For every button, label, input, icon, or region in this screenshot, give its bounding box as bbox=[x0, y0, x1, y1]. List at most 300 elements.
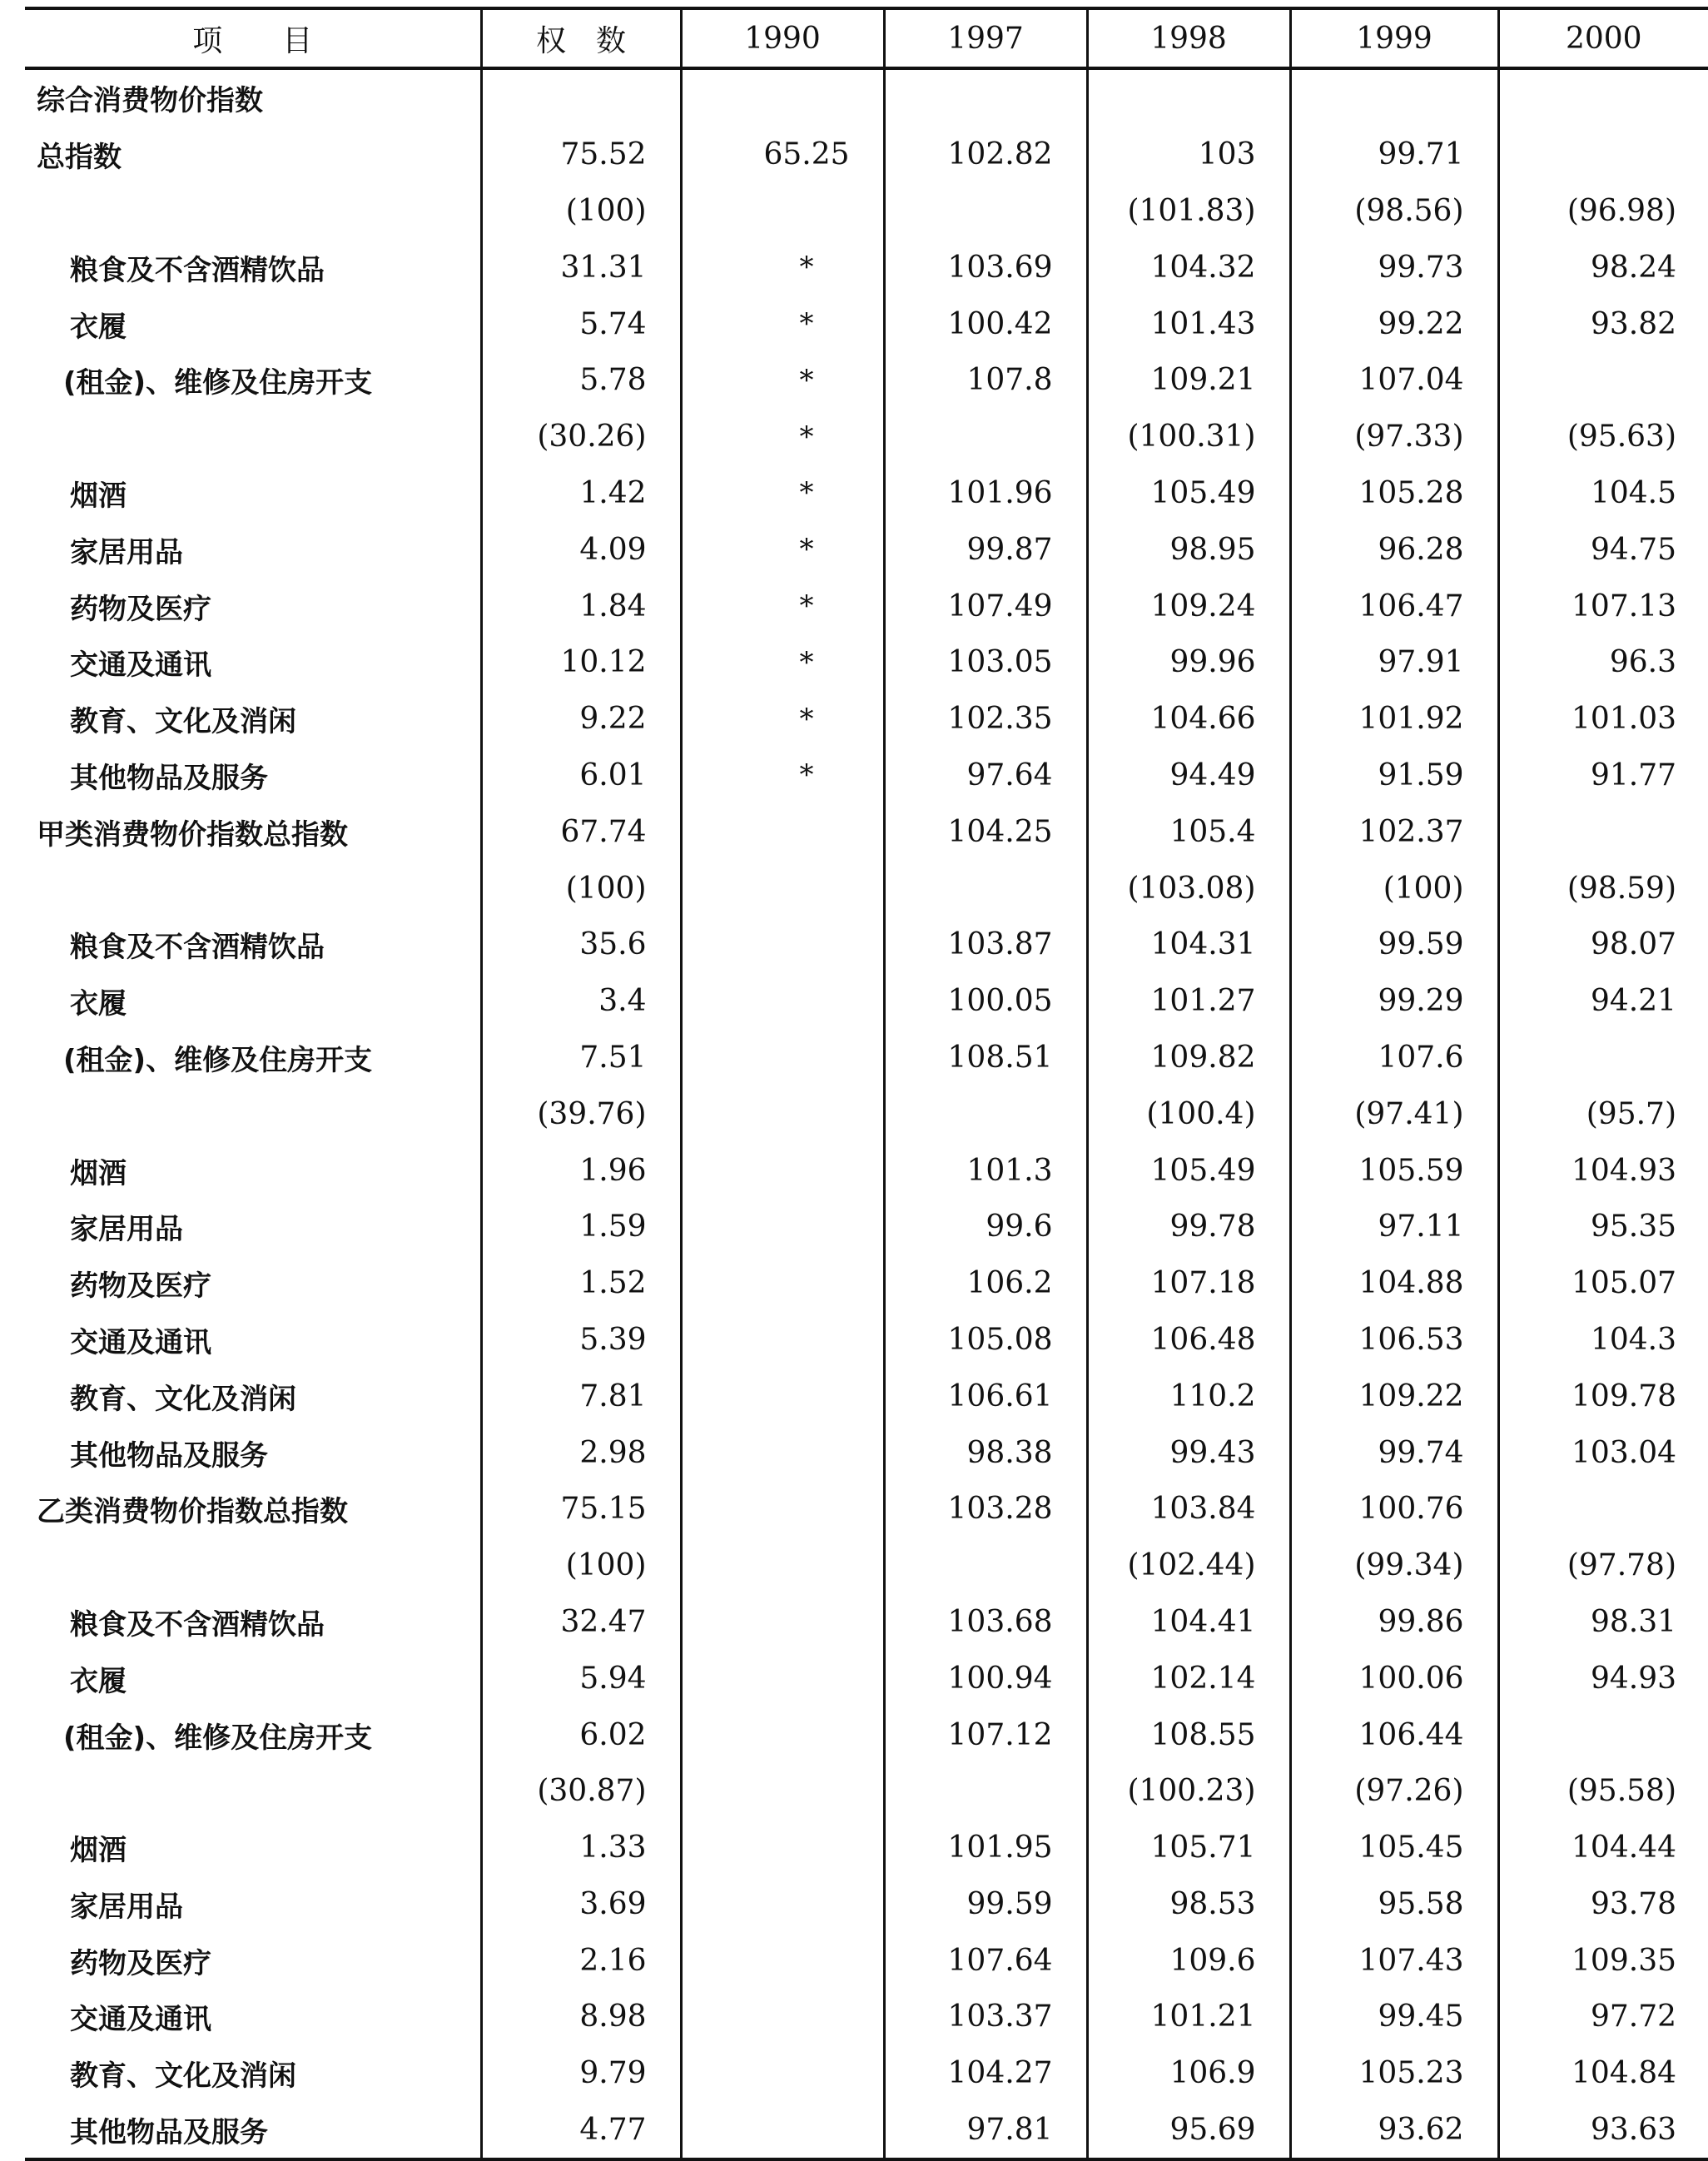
weight-cell: 1.96 bbox=[481, 1142, 681, 1199]
weight-cell: (30.26) bbox=[481, 409, 681, 465]
weight-cell: 8.98 bbox=[481, 1989, 681, 2045]
y1998-cell: 106.48 bbox=[1087, 1312, 1290, 1369]
header-weight: 权 数 bbox=[481, 8, 681, 68]
item-cell: 交通及通讯 bbox=[25, 1989, 481, 2045]
y1998-cell: (103.08) bbox=[1087, 860, 1290, 917]
table-row bbox=[25, 1763, 1708, 1820]
y1997-cell bbox=[884, 1085, 1087, 1142]
y2000-cell: (95.63) bbox=[1566, 420, 1676, 455]
y2000-cell: 103.04 bbox=[1571, 1435, 1676, 1470]
table-row bbox=[25, 521, 1708, 578]
y1999-cell: 99.59 bbox=[1290, 917, 1498, 973]
y1997-cell: 102.82 bbox=[884, 127, 1087, 183]
y2000-cell: 97.72 bbox=[1590, 2000, 1676, 2034]
item-cell: 衣履 bbox=[25, 296, 481, 352]
y1990-cell bbox=[681, 1820, 884, 1876]
y1998-cell: 105.49 bbox=[1087, 465, 1290, 522]
header-row bbox=[25, 8, 1708, 68]
item-cell: 家居用品 bbox=[25, 1876, 481, 1933]
y2000-cell bbox=[1498, 1030, 1708, 1086]
y1997-cell: 101.95 bbox=[884, 1820, 1087, 1876]
table-row bbox=[25, 1424, 1708, 1481]
table-row bbox=[25, 465, 1708, 522]
y2000-cell bbox=[1498, 1706, 1708, 1763]
item-cell: 粮食及不含酒精饮品 bbox=[25, 239, 481, 296]
item-cell bbox=[25, 860, 481, 917]
item-cell: 其他物品及服务 bbox=[25, 748, 481, 804]
y1998-cell: (100.31) bbox=[1087, 409, 1290, 465]
weight-cell: 5.74 bbox=[481, 296, 681, 352]
y1999-cell: (99.34) bbox=[1290, 1538, 1498, 1594]
y1998-cell: (101.83) bbox=[1087, 183, 1290, 240]
table-row bbox=[25, 691, 1708, 748]
y2000-cell bbox=[1498, 127, 1708, 183]
y1990-cell bbox=[681, 973, 884, 1030]
table-row bbox=[25, 409, 1708, 465]
y1998-cell: 103 bbox=[1087, 127, 1290, 183]
weight-cell: (100) bbox=[481, 860, 681, 917]
y1990-cell: 65.25 bbox=[681, 127, 884, 183]
y1997-cell bbox=[884, 183, 1087, 240]
header-year-1999: 1999 bbox=[1290, 8, 1498, 68]
y1999-cell: 107.6 bbox=[1290, 1030, 1498, 1086]
weight-cell: 6.01 bbox=[481, 748, 681, 804]
table-row bbox=[25, 1255, 1708, 1312]
item-cell: 综合消费物价指数 bbox=[25, 68, 481, 127]
weight-cell: 7.81 bbox=[481, 1368, 681, 1424]
y1999-cell: 107.04 bbox=[1290, 352, 1498, 409]
weight-cell: 1.33 bbox=[481, 1820, 681, 1876]
y1999-cell: 99.29 bbox=[1290, 973, 1498, 1030]
y1990-cell bbox=[681, 1199, 884, 1255]
y1999-cell: 100.06 bbox=[1290, 1650, 1498, 1706]
y1997-cell: 97.81 bbox=[884, 2102, 1087, 2160]
y1998-cell: 105.49 bbox=[1087, 1142, 1290, 1199]
cpi-table bbox=[25, 7, 1708, 2161]
y2000-cell: 98.24 bbox=[1590, 250, 1676, 285]
item-cell: 交通及通讯 bbox=[25, 634, 481, 691]
y1999-cell: 106.53 bbox=[1290, 1312, 1498, 1369]
y1990-cell: * bbox=[681, 409, 884, 465]
weight-cell: 9.22 bbox=[481, 691, 681, 748]
header-year-1990: 1990 bbox=[681, 8, 884, 68]
weight-cell: 9.79 bbox=[481, 2045, 681, 2102]
y1998-cell: 109.82 bbox=[1087, 1030, 1290, 1086]
y1998-cell: 105.4 bbox=[1087, 803, 1290, 860]
table-row bbox=[25, 860, 1708, 917]
y1990-cell bbox=[681, 1763, 884, 1820]
y2000-cell: 104.5 bbox=[1590, 475, 1676, 510]
y2000-cell: 104.93 bbox=[1571, 1153, 1676, 1188]
y1997-cell: 103.28 bbox=[884, 1481, 1087, 1538]
y1999-cell: 109.22 bbox=[1290, 1368, 1498, 1424]
y1990-cell: * bbox=[681, 691, 884, 748]
y1998-cell: 102.14 bbox=[1087, 1650, 1290, 1706]
y1997-cell: 106.61 bbox=[884, 1368, 1087, 1424]
y1999-cell: (97.26) bbox=[1290, 1763, 1498, 1820]
item-cell: 交通及通讯 bbox=[25, 1312, 481, 1369]
table-row bbox=[25, 1312, 1708, 1369]
y1998-cell: 103.84 bbox=[1087, 1481, 1290, 1538]
weight-cell: 2.98 bbox=[481, 1424, 681, 1481]
y1997-cell: 104.27 bbox=[884, 2045, 1087, 2102]
y1990-cell bbox=[681, 803, 884, 860]
table-row bbox=[25, 1820, 1708, 1876]
table-row bbox=[25, 803, 1708, 860]
y1997-cell: 101.96 bbox=[884, 465, 1087, 522]
table-row bbox=[25, 1650, 1708, 1706]
y1997-cell: 103.05 bbox=[884, 634, 1087, 691]
y1999-cell: 97.91 bbox=[1290, 634, 1498, 691]
y1999-cell: 91.59 bbox=[1290, 748, 1498, 804]
y1998-cell: 101.27 bbox=[1087, 973, 1290, 1030]
y1999-cell: 106.44 bbox=[1290, 1706, 1498, 1763]
y1998-cell: 98.95 bbox=[1087, 521, 1290, 578]
y1998-cell: 104.32 bbox=[1087, 239, 1290, 296]
item-cell: 衣履 bbox=[25, 973, 481, 1030]
table-row bbox=[25, 1030, 1708, 1086]
y1999-cell: 104.88 bbox=[1290, 1255, 1498, 1312]
item-cell: 家居用品 bbox=[25, 1199, 481, 1255]
weight-cell: 1.52 bbox=[481, 1255, 681, 1312]
y1990-cell: * bbox=[681, 239, 884, 296]
item-cell bbox=[25, 1085, 481, 1142]
table-row bbox=[25, 917, 1708, 973]
weight-cell: 31.31 bbox=[481, 239, 681, 296]
table-row bbox=[25, 1706, 1708, 1763]
y1990-cell: * bbox=[681, 521, 884, 578]
y1997-cell: 97.64 bbox=[884, 748, 1087, 804]
y2000-cell: (96.98) bbox=[1566, 193, 1676, 228]
y1990-cell bbox=[681, 1932, 884, 1989]
item-cell bbox=[25, 183, 481, 240]
weight-cell: 10.12 bbox=[481, 634, 681, 691]
table-row bbox=[25, 1932, 1708, 1989]
y1998-cell: 109.6 bbox=[1087, 1932, 1290, 1989]
table-row bbox=[25, 296, 1708, 352]
table-row bbox=[25, 973, 1708, 1030]
weight-cell: 75.15 bbox=[481, 1481, 681, 1538]
table-row bbox=[25, 1142, 1708, 1199]
y2000-cell: 101.03 bbox=[1571, 702, 1676, 737]
y2000-cell: (97.78) bbox=[1566, 1548, 1676, 1583]
y1998-cell: 98.53 bbox=[1087, 1876, 1290, 1933]
y1998-cell: (102.44) bbox=[1087, 1538, 1290, 1594]
item-cell: 粮食及不含酒精饮品 bbox=[25, 1594, 481, 1651]
y1990-cell bbox=[681, 1085, 884, 1142]
y1990-cell bbox=[681, 1650, 884, 1706]
y1997-cell: 99.59 bbox=[884, 1876, 1087, 1933]
y1999-cell: 97.11 bbox=[1290, 1199, 1498, 1255]
y1997-cell: 105.08 bbox=[884, 1312, 1087, 1369]
y1999-cell: 101.92 bbox=[1290, 691, 1498, 748]
weight-cell: 2.16 bbox=[481, 1932, 681, 1989]
y1990-cell bbox=[681, 1312, 884, 1369]
y1997-cell: 103.37 bbox=[884, 1989, 1087, 2045]
table-row bbox=[25, 1538, 1708, 1594]
table-row bbox=[25, 1481, 1708, 1538]
item-cell: 教育、文化及消闲 bbox=[25, 691, 481, 748]
y1998-cell: 104.66 bbox=[1087, 691, 1290, 748]
y1999-cell: 105.45 bbox=[1290, 1820, 1498, 1876]
weight-cell: 3.69 bbox=[481, 1876, 681, 1933]
item-cell: 药物及医疗 bbox=[25, 1932, 481, 1989]
y1997-cell bbox=[884, 68, 1087, 127]
y2000-cell: 93.63 bbox=[1498, 2102, 1708, 2160]
y1997-cell: 100.05 bbox=[884, 973, 1087, 1030]
y1997-cell: 99.6 bbox=[884, 1199, 1087, 1255]
y1999-cell: (97.33) bbox=[1290, 409, 1498, 465]
y1990-cell bbox=[681, 1255, 884, 1312]
weight-cell: 4.09 bbox=[481, 521, 681, 578]
y2000-cell bbox=[1498, 1481, 1708, 1538]
y2000-cell: 94.21 bbox=[1590, 984, 1676, 1019]
table-row bbox=[25, 2102, 1708, 2160]
y1999-cell: 105.28 bbox=[1290, 465, 1498, 522]
y1997-cell: 108.51 bbox=[884, 1030, 1087, 1086]
y1990-cell: * bbox=[681, 465, 884, 522]
y1998-cell: 104.41 bbox=[1087, 1594, 1290, 1651]
y1998-cell: 94.49 bbox=[1087, 748, 1290, 804]
y1999-cell: 100.76 bbox=[1290, 1481, 1498, 1538]
y2000-cell: (95.58) bbox=[1566, 1774, 1676, 1809]
y1998-cell: 101.43 bbox=[1087, 296, 1290, 352]
item-cell: (租金)、维修及住房开支 bbox=[25, 352, 481, 409]
item-cell: 乙类消费物价指数总指数 bbox=[25, 1481, 481, 1538]
y2000-cell: 94.93 bbox=[1590, 1661, 1676, 1696]
header-item: 项 目 bbox=[25, 8, 481, 68]
y2000-cell bbox=[1498, 352, 1708, 409]
y2000-cell: 98.31 bbox=[1590, 1604, 1676, 1639]
y1998-cell: 109.21 bbox=[1087, 352, 1290, 409]
y2000-cell: 109.78 bbox=[1571, 1379, 1676, 1413]
y2000-cell: 107.13 bbox=[1571, 589, 1676, 623]
y1999-cell: 95.58 bbox=[1290, 1876, 1498, 1933]
item-cell bbox=[25, 1538, 481, 1594]
y2000-cell: 93.78 bbox=[1590, 1886, 1676, 1921]
weight-cell: 5.94 bbox=[481, 1650, 681, 1706]
weight-cell: (100) bbox=[481, 1538, 681, 1594]
header-year-1997: 1997 bbox=[884, 8, 1087, 68]
y1998-cell: (100.23) bbox=[1087, 1763, 1290, 1820]
y2000-cell: 93.82 bbox=[1590, 306, 1676, 341]
table-row bbox=[25, 1594, 1708, 1651]
weight-cell: 5.39 bbox=[481, 1312, 681, 1369]
weight-cell: 1.84 bbox=[481, 578, 681, 634]
y1997-cell: 103.68 bbox=[884, 1594, 1087, 1651]
y1999-cell: (97.41) bbox=[1290, 1085, 1498, 1142]
y1998-cell: 99.43 bbox=[1087, 1424, 1290, 1481]
table-body bbox=[25, 68, 1708, 2159]
table-row bbox=[25, 239, 1708, 296]
weight-cell: 1.59 bbox=[481, 1199, 681, 1255]
table-row bbox=[25, 183, 1708, 240]
y1999-cell: (98.56) bbox=[1290, 183, 1498, 240]
y1999-cell bbox=[1290, 68, 1498, 127]
y1990-cell bbox=[681, 1706, 884, 1763]
y1990-cell bbox=[681, 1989, 884, 2045]
y1998-cell: 106.9 bbox=[1087, 2045, 1290, 2102]
table-row bbox=[25, 1989, 1708, 2045]
y1998-cell bbox=[1087, 68, 1290, 127]
y1997-cell bbox=[884, 1763, 1087, 1820]
y1997-cell: 107.49 bbox=[884, 578, 1087, 634]
table-row bbox=[25, 578, 1708, 634]
y1990-cell: * bbox=[681, 352, 884, 409]
y1998-cell: (100.4) bbox=[1087, 1085, 1290, 1142]
y2000-cell: 105.07 bbox=[1571, 1266, 1676, 1301]
weight-cell: 5.78 bbox=[481, 352, 681, 409]
table-row bbox=[25, 634, 1708, 691]
item-cell: 烟酒 bbox=[25, 1142, 481, 1199]
weight-cell: 67.74 bbox=[481, 803, 681, 860]
table-header bbox=[25, 8, 1708, 68]
y1999-cell: 93.62 bbox=[1290, 2102, 1498, 2160]
item-cell: 甲类消费物价指数总指数 bbox=[25, 803, 481, 860]
item-cell: 粮食及不含酒精饮品 bbox=[25, 917, 481, 973]
y2000-cell bbox=[1498, 803, 1708, 860]
table-row bbox=[25, 748, 1708, 804]
y2000-cell: 91.77 bbox=[1590, 758, 1676, 792]
table-row bbox=[25, 1368, 1708, 1424]
y1990-cell bbox=[681, 2045, 884, 2102]
y2000-cell: 104.44 bbox=[1571, 1831, 1676, 1865]
y1990-cell bbox=[681, 1142, 884, 1199]
y1998-cell: 110.2 bbox=[1087, 1368, 1290, 1424]
y1990-cell bbox=[681, 917, 884, 973]
item-cell: 家居用品 bbox=[25, 521, 481, 578]
y1990-cell: * bbox=[681, 578, 884, 634]
item-cell: (租金)、维修及住房开支 bbox=[25, 1030, 481, 1086]
y1999-cell: 106.47 bbox=[1290, 578, 1498, 634]
y1990-cell: * bbox=[681, 748, 884, 804]
y1999-cell: 99.45 bbox=[1290, 1989, 1498, 2045]
y1990-cell bbox=[681, 1876, 884, 1933]
weight-cell: 1.42 bbox=[481, 465, 681, 522]
y1997-cell: 103.69 bbox=[884, 239, 1087, 296]
weight-cell: (100) bbox=[481, 183, 681, 240]
y1990-cell bbox=[681, 68, 884, 127]
y2000-cell: 109.35 bbox=[1571, 1943, 1676, 1978]
y1998-cell: 95.69 bbox=[1087, 2102, 1290, 2160]
y1990-cell bbox=[681, 1030, 884, 1086]
y1997-cell: 102.35 bbox=[884, 691, 1087, 748]
table-row bbox=[25, 2045, 1708, 2102]
y1997-cell: 107.12 bbox=[884, 1706, 1087, 1763]
y1990-cell bbox=[681, 1481, 884, 1538]
y1998-cell: 104.31 bbox=[1087, 917, 1290, 973]
y1998-cell: 107.18 bbox=[1087, 1255, 1290, 1312]
y1990-cell bbox=[681, 1538, 884, 1594]
y1997-cell bbox=[884, 860, 1087, 917]
y1990-cell: * bbox=[681, 296, 884, 352]
table-row bbox=[25, 1199, 1708, 1255]
y1997-cell: 107.64 bbox=[884, 1932, 1087, 1989]
header-year-2000: 2000 bbox=[1498, 8, 1708, 68]
table-row bbox=[25, 352, 1708, 409]
y1998-cell: 109.24 bbox=[1087, 578, 1290, 634]
item-cell: 药物及医疗 bbox=[25, 1255, 481, 1312]
item-cell: 总指数 bbox=[25, 127, 481, 183]
item-cell: 衣履 bbox=[25, 1650, 481, 1706]
y2000-cell: 104.3 bbox=[1590, 1322, 1676, 1357]
table-row bbox=[25, 1876, 1708, 1933]
weight-cell: 3.4 bbox=[481, 973, 681, 1030]
item-cell: 烟酒 bbox=[25, 1820, 481, 1876]
y1990-cell: * bbox=[681, 634, 884, 691]
y1997-cell bbox=[884, 1538, 1087, 1594]
y1999-cell: 102.37 bbox=[1290, 803, 1498, 860]
y2000-cell: 94.75 bbox=[1590, 532, 1676, 567]
y1997-cell: 103.87 bbox=[884, 917, 1087, 973]
y1997-cell: 104.25 bbox=[884, 803, 1087, 860]
y2000-cell: (95.7) bbox=[1586, 1096, 1676, 1131]
y1997-cell bbox=[884, 409, 1087, 465]
y1998-cell: 99.78 bbox=[1087, 1199, 1290, 1255]
y2000-cell: 95.35 bbox=[1590, 1210, 1676, 1244]
y1990-cell bbox=[681, 1424, 884, 1481]
y1999-cell: (100) bbox=[1290, 860, 1498, 917]
item-cell: 其他物品及服务 bbox=[25, 1424, 481, 1481]
y1998-cell: 108.55 bbox=[1087, 1706, 1290, 1763]
item-cell: 烟酒 bbox=[25, 465, 481, 522]
y1997-cell: 107.8 bbox=[884, 352, 1087, 409]
y1997-cell: 101.3 bbox=[884, 1142, 1087, 1199]
item-cell: 其他物品及服务 bbox=[25, 2102, 481, 2160]
y1990-cell bbox=[681, 2102, 884, 2160]
item-cell: 教育、文化及消闲 bbox=[25, 2045, 481, 2102]
weight-cell bbox=[481, 68, 681, 127]
weight-cell: 4.77 bbox=[481, 2102, 681, 2160]
item-cell bbox=[25, 409, 481, 465]
y1999-cell: 99.71 bbox=[1290, 127, 1498, 183]
y1997-cell: 98.38 bbox=[884, 1424, 1087, 1481]
y1990-cell bbox=[681, 183, 884, 240]
y2000-cell: (98.59) bbox=[1566, 871, 1676, 906]
y1997-cell: 100.94 bbox=[884, 1650, 1087, 1706]
y1990-cell bbox=[681, 860, 884, 917]
weight-cell: 75.52 bbox=[481, 127, 681, 183]
y1999-cell: 99.74 bbox=[1290, 1424, 1498, 1481]
y2000-cell bbox=[1498, 68, 1708, 127]
weight-cell: 32.47 bbox=[481, 1594, 681, 1651]
y2000-cell: 104.84 bbox=[1571, 2056, 1676, 2091]
item-cell: 药物及医疗 bbox=[25, 578, 481, 634]
y1998-cell: 99.96 bbox=[1087, 634, 1290, 691]
weight-cell: 6.02 bbox=[481, 1706, 681, 1763]
y1990-cell bbox=[681, 1368, 884, 1424]
weight-cell: 35.6 bbox=[481, 917, 681, 973]
y1999-cell: 107.43 bbox=[1290, 1932, 1498, 1989]
header-year-1998: 1998 bbox=[1087, 8, 1290, 68]
y1998-cell: 101.21 bbox=[1087, 1989, 1290, 2045]
weight-cell: (30.87) bbox=[481, 1763, 681, 1820]
table-row bbox=[25, 127, 1708, 183]
y2000-cell: 96.3 bbox=[1609, 645, 1676, 680]
y2000-cell: 98.07 bbox=[1590, 927, 1676, 962]
item-cell bbox=[25, 1763, 481, 1820]
weight-cell: 7.51 bbox=[481, 1030, 681, 1086]
y1999-cell: 99.86 bbox=[1290, 1594, 1498, 1651]
y1999-cell: 105.23 bbox=[1290, 2045, 1498, 2102]
y1990-cell bbox=[681, 1594, 884, 1651]
y1999-cell: 96.28 bbox=[1290, 521, 1498, 578]
table-row bbox=[25, 1085, 1708, 1142]
y1997-cell: 100.42 bbox=[884, 296, 1087, 352]
item-cell: (租金)、维修及住房开支 bbox=[25, 1706, 481, 1763]
y1998-cell: 105.71 bbox=[1087, 1820, 1290, 1876]
table-row bbox=[25, 68, 1708, 127]
